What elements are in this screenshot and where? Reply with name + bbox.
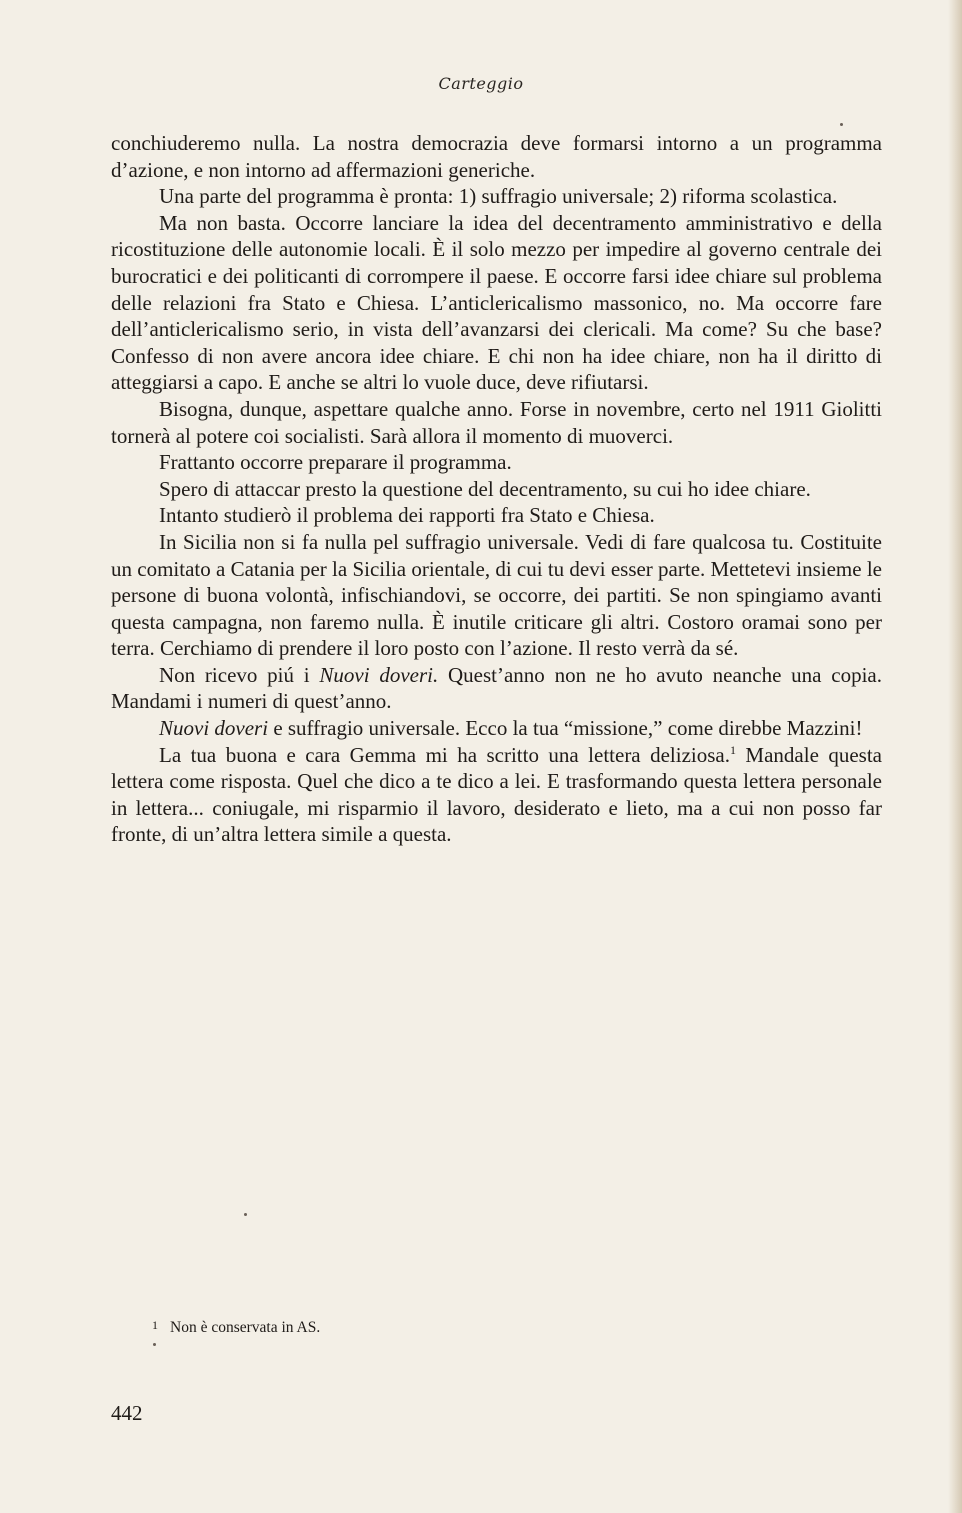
paragraph — [111, 476, 882, 503]
text-run: Intanto studierò il problema dei rapporti fra Stato e Chiesa. — [159, 503, 655, 528]
paragraph — [111, 715, 882, 742]
print-speck — [840, 123, 843, 126]
paragraph — [111, 396, 882, 449]
paragraph — [111, 529, 882, 662]
print-speck — [244, 1213, 247, 1216]
text-run: In Sicilia non si fa nulla pel suffragio universale. Vedi di fare qualcosa tu. Costituite un comitato a Catania per la Sicilia orientale, di cui tu devi esser parte. Mettetevi insieme le persone di buona volontà, infischiandovi, se occorre, dei partiti. Se non spingiamo avanti questa campagna, non faremo nulla. È inutile criticare gli altri. Costoro oramai sono per terra. Cerchiamo di prendere il loro posto con l’azione. Il resto verrà da sé. — [111, 529, 882, 661]
text-run: e suffragio universale. Ecco la tua “missione,” come direbbe Mazzini! — [268, 716, 863, 741]
paragraph — [111, 130, 882, 183]
running-header: Carteggio — [438, 74, 524, 93]
page-number: 442 — [111, 1401, 143, 1425]
text-run: Mandale questa lettera come risposta. Quel che dico a te dico a lei. E trasformando questa lettera personale in lettera... coniugale, mi risparmio il lavoro, desiderato e lieto, ma a cui non posso far fronte, di un’altra lettera simile a questa. — [111, 742, 883, 847]
text-run: Una parte del programma è pronta: 1) suffragio universale; 2) riforma scolastica. — [159, 184, 838, 209]
page-edge-shadow — [948, 0, 962, 1513]
paragraph — [111, 210, 882, 396]
italic-title: Nuovi doveri — [159, 716, 269, 741]
text-run: Spero di attaccar presto la questione del decentramento, su cui ho idee chiare. — [159, 476, 811, 501]
paragraph — [111, 662, 882, 715]
text-run: Bisogna, dunque, aspettare qualche anno. Forse in novembre, certo nel 1911 Giolitti tornerà al potere coi socialisti. Sarà allora il momento di muoverci. — [111, 396, 882, 448]
letter-body — [111, 130, 882, 848]
footnote-marker: 1 — [152, 1318, 158, 1332]
paragraph — [111, 742, 882, 848]
paragraph — [111, 183, 882, 210]
text-run: La tua buona e cara Gemma mi ha scritto una lettera deliziosa. — [159, 742, 730, 767]
footnote-reference: 1 — [729, 742, 736, 757]
paragraph — [111, 502, 882, 529]
footnote — [152, 1318, 320, 1337]
footnote-text: Non è conservata in AS. — [170, 1319, 321, 1336]
text-run: Ma non basta. Occorre lanciare la idea del decentramento amministrativo e della ricostituzione delle autonomie locali. È il solo mezzo per impedire al governo centrale dei burocratici e dei politicanti di corrompere il paese. E occorre farsi idee chiare sul problema delle relazioni fra Stato e Chiesa. L’anticlericalismo massonico, no. Ma occorre fare dell’anticlericalismo serio, in vista dell’avanzarsi dei clericali. Ma come? Su che base? Confesso di non avere ancora idee chiare. E chi non ha idee chiare, non ha il diritto di atteggiarsi a capo. E anche se altri lo vuole duce, deve rifiutarsi. — [111, 210, 882, 395]
text-run: Non ricevo piú i — [159, 662, 320, 687]
text-run: conchiuderemo nulla. La nostra democrazia deve formarsi intorno a un programma d’azione, e non intorno ad affermazioni generiche. — [111, 131, 882, 182]
text-run: Frattanto occorre preparare il programma. — [159, 450, 512, 475]
paragraph — [111, 449, 882, 476]
print-speck — [153, 1343, 156, 1346]
text-run: Quest’anno non ne ho avuto neanche una copia. Mandami i numeri di quest’anno. — [111, 662, 883, 714]
italic-title: Nuovi doveri. — [319, 662, 439, 687]
